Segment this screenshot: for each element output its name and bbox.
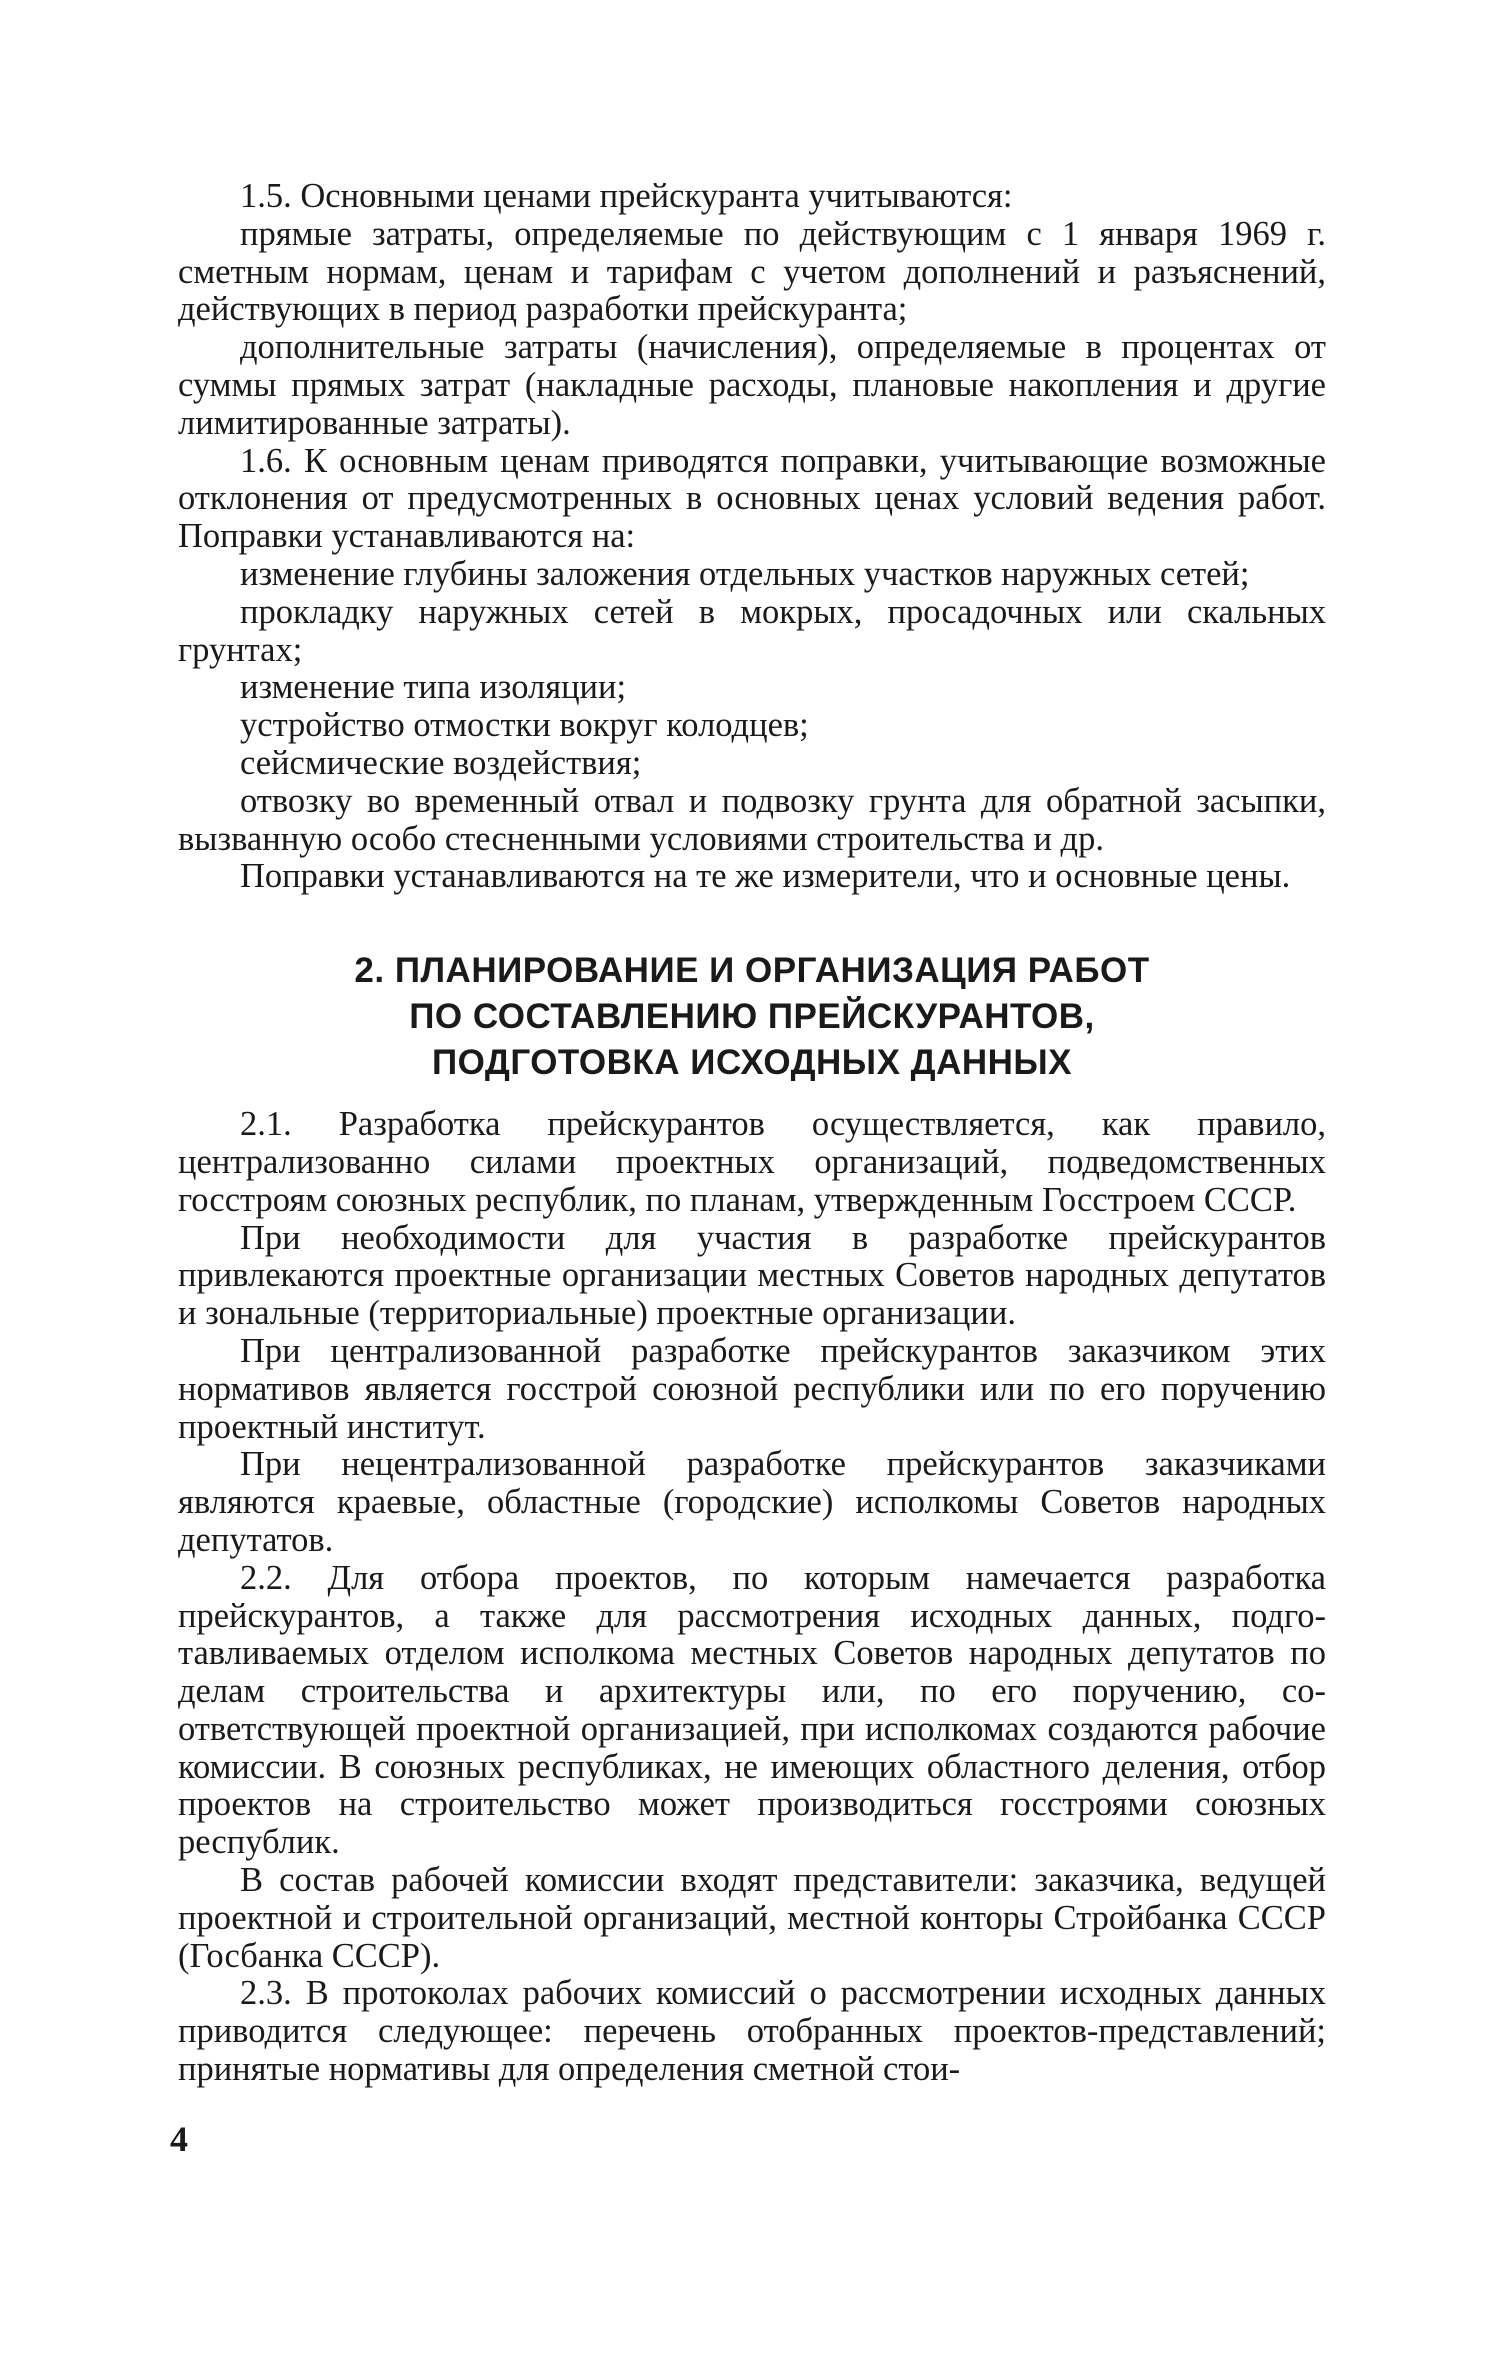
list-item-insulation: изменение типа изоляции; bbox=[240, 668, 627, 707]
section-2-body bbox=[178, 1106, 1326, 2089]
paragraph-centralized-customer: При централизованной разработке прейскурантов заказчиком этих нормативов является госстрой союзной республики или по его поручению проектный институт. bbox=[178, 1331, 1326, 1446]
paragraph-2-2: 2.2. Для отбора проектов, по которым намечается разработка прейскурантов, а также для рассмотрения исходных данных, подготавливаемых отделом исполкома местных Советов народных депутатов по делам строительства и архитектуры или, по его поручению, соответствующей проектной организацией, при исполкомах создаются рабочие комиссии. В союзных республиках, не имеющих областного деления, отбор проектов на строительство может производиться госстроями союзных республик. bbox=[178, 1558, 1326, 1862]
list-item-wet-soils: прокладку наружных сетей в мокрых, просадочных или скальных грунтах; bbox=[178, 592, 1326, 669]
paragraph-decentralized-customer: При нецентрализованной разработке прейскурантов заказчиками являются краевые, областные (городские) исполкомы Советов народных депутатов. bbox=[178, 1445, 1326, 1559]
document-page bbox=[178, 178, 1326, 2089]
paragraph-corrections-units: Поправки устанавливаются на те же измерители, что и основные цены. bbox=[240, 857, 1291, 896]
section-1-body bbox=[178, 178, 1326, 896]
paragraph-2-3: 2.3. В протоколах рабочих комиссий о рассмотрении исходных данных приводится следующее: перечень отобранных проектов-представлений; принятые нормативы для определения сметной стои- bbox=[178, 1974, 1326, 2089]
paragraph-1-6: 1.6. К основным ценам приводятся поправки, учитывающие возможные отклонения от предусмотренных в основных ценах условий ведения работ. Поправки устанавливаются на: bbox=[178, 441, 1326, 556]
list-item-depth-change: изменение глубины заложения отдельных участков наружных сетей; bbox=[240, 554, 1250, 593]
paragraph-additional-costs: дополнительные затраты (начисления), определяемые в процентах от суммы прямых затрат (накладные расходы, плановые накопления и другие лимитированные затраты). bbox=[178, 328, 1326, 442]
paragraph-2-1: 2.1. Разработка прейскурантов осуществляется, как правило, централизованно силами проектных организаций, подведомственных госстроям союзных республик, по планам, утвержденным Госстроем СССР. bbox=[178, 1105, 1326, 1219]
page-number: 4 bbox=[170, 2119, 188, 2159]
section-2-heading-line: 2. ПЛАНИРОВАНИЕ И ОРГАНИЗАЦИЯ РАБОТ bbox=[354, 951, 1150, 991]
list-item-blind-area: устройство отмостки вокруг колодцев; bbox=[240, 706, 809, 745]
paragraph-direct-costs: прямые затраты, определяемые по действующим с 1 января 1969 г. сметным нормам, ценам и тарифам с учетом дополнений и разъяснений, действующих в период разработки прейскуранта; bbox=[178, 214, 1326, 329]
paragraph-1-5: 1.5. Основными ценами прейскуранта учитываются: bbox=[240, 177, 1013, 215]
list-item-seismic: сейсмические воздействия; bbox=[240, 743, 642, 782]
paragraph-commission-members: В состав рабочей комиссии входят представители: заказчика, ведущей проектной и строительной организаций, местной конторы Стройбанка СССР (Госбанка СССР). bbox=[178, 1861, 1326, 1975]
section-2-heading-line: ПО СОСТАВЛЕНИЮ ПРЕЙСКУРАНТОВ, bbox=[409, 997, 1095, 1037]
list-item-soil-transport: отвозку во временный отвал и подвозку грунта для обратной засыпки, вызванную особо стесненными условиями строительства и др. bbox=[178, 781, 1326, 858]
paragraph-local-organizations: При необходимости для участия в разработке прейскурантов привлекаются проектные организации местных Советов народных депутатов и зональные (территориальные) проектные организации. bbox=[178, 1218, 1326, 1333]
section-2-heading-line: ПОДГОТОВКА ИСХОДНЫХ ДАННЫХ bbox=[431, 1043, 1073, 1083]
section-2-heading bbox=[178, 948, 1326, 1086]
